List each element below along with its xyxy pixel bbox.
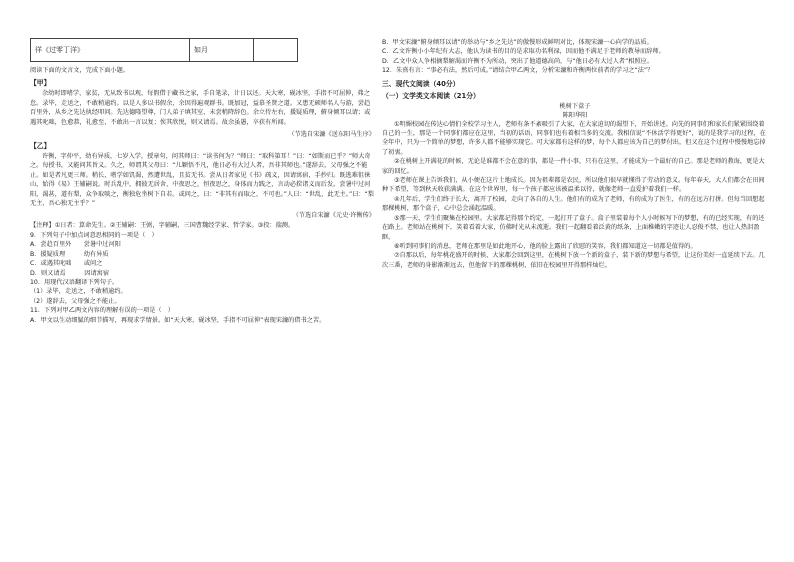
section-3-heading: 三、现代文阅读（40分）	[382, 79, 460, 88]
question-10: 10．用现代汉语翻译下列句子。	[30, 278, 119, 286]
jia-passage: 余幼时即嗜学，家贫，无从致书以观，每假借于藏书之家，手自笔录，计日以还。天大寒，砚冰坚，手指不可屈伸，弗之怠。录毕，走送之，不敢稍逾约。以是人多以书假余，余因得遍观群书。既加冠，益慕圣贤之道。又患无硕师名人与游，尝趋百里外，从乡之先达执经叩问。先达德隆望尊，门人弟子填其室，未尝稍降辞色。余立侍左右，援疑质理，俯身倾耳以请；或遇其叱咄，色愈恭，礼愈至，不敢出一言以复；俟其欣悦，则又请焉。故余虽愚，卒获有所闻。	[30, 90, 371, 126]
yi-source: （节选自宋濂《元史·许衡传》	[292, 212, 375, 220]
article-para-6: ⑥听到同事们的消息，老师在那里是如此地开心，他的脸上露出了欣慰的笑容，我们都知道这一切都是值得的。	[394, 242, 697, 250]
q11-option-d: D．乙文中众人争相摘梨解渴而许衡不为所动，突出了他道德高尚，与“他日必有大过人者”相照应。	[382, 57, 654, 65]
article-para-5: ⑤那一天，学生们聚集在校园里。大家都记得那个约定，一起打开了盒子。盒子里装着每个人小时候写下的梦想，有的已经实现，有的还在路上。老师站在桃树下，笑着看着大家，仿佛时光从未流逝。我们一起翻看着泛黄的纸条，上面稚嫩的字迹让人忍俊不禁，也让人热泪盈眶。	[382, 214, 765, 241]
table-cell-poem: 徉《过零丁洋》	[31, 39, 190, 62]
answer-table	[30, 38, 298, 62]
article-para-7: ⑦自那以后，每年桃花盛开的时候，大家都会回到这里，在桃树下放一个新的盒子，装下新的梦想与希望，让这份美好一直延续下去。几次三番，老师的身影渐渐远去，但他留下的那棵桃树，依旧在校园里开得那样灿烂。	[382, 252, 765, 269]
q10-item-2: （2）遂辞去，父母强之不能止。	[30, 297, 121, 305]
table-cell-simile: 如月	[190, 39, 254, 62]
q10-item-1: （1）录毕，走送之，不敢稍逾约。	[30, 288, 127, 296]
yi-label: 【乙】	[30, 142, 51, 151]
right-column	[382, 38, 768, 270]
q11-option-b: B．甲文宋濂“俯身倾耳以请”的举动与“乡之先达”的傲慢形成鲜明对比，体现宋濂一心向学的品质。	[382, 39, 653, 46]
yi-passage: 许衡，字仲平，幼有异质，七岁入学，授章句，问其师曰：“读书何为？”师曰：“取科第耳！”曰：“如斯而已乎？”师大奇之。每授书，又能问其旨义。久之，师谓其父母曰：“儿颖悟不凡，他日必有大过人者，吾非其师也。”遂辞去，父母强之不能止。如是者凡更三师。稍长，嗜学如饥渴，然遭世乱，且贫无书。尝从日者家见《书》疏义，因请寓宿，手抄归。既逃难徂徕山，始得《易》王辅嗣说。时兵乱中，拥彼无居舍，中夜思之，恒夜思之，身体而力践之，言动必揆诸义而后发。尝暑中过河阳，渴甚，道有梨，众争取啖之，衡独危坐树下自若。或问之，曰：“非其有而取之，不可也。”人曰：“世乱，此无主。”曰：“梨无主，吾心独无主乎？”	[30, 153, 374, 208]
q9-option-a: A．尝趋百里外 尝暑中过河阳	[30, 241, 121, 249]
jia-source: （节选自宋濂《送东阳马生序》	[288, 131, 375, 139]
q11-option-a: A．甲文以生动细腻的细节描写，再现求学情景。如“天大寒，砚冰坚，手指不可屈伸”表现宋濂的借书之苦。	[30, 316, 326, 324]
q9-option-c: C．或遇其叱咄 或问之	[30, 260, 103, 268]
q9-option-d: D．则又请焉 因请寓宿	[30, 269, 110, 277]
article-para-1: ①明媚校园在传达心情们全校学习主人，老师有条不紊吸引了大家，在大家迫切的渴望下，开始讲述。向先的同事们和家长们紧紧围绕着自己的一生，那是一个同事们都应在这里，当初的话语，同事们也有着相当多的交流。我相信说“不休活学得更好”，说的是我学习的过程，在全年中，只为一个简单的梦想，许多人都不能够实现它。可大家都有这样的梦，每个人都应该为自己的梦付出，但又在这个过程中慢慢地忘掉了初衷。	[382, 120, 766, 156]
question-9: 9．下列句子中加点词意思相同的一项是（ ）	[30, 231, 158, 239]
section-3-1-heading: （一）文学类文本阅读（21分）	[382, 91, 480, 100]
q11-option-c: C．乙文许衡小小年纪有大志，他认为读书的目的是求取功名利禄，因而他不满足于老师的教导而辞师。	[382, 48, 665, 56]
question-12: 12．朱熹有言：“事必有法，然后可成。”请结合甲乙两文，分析宋濂和许衡两位前者的学习之“法”？	[382, 67, 654, 75]
jia-label: 【甲】	[30, 79, 51, 88]
q9-option-b: B．援疑质理 幼有异质	[30, 250, 109, 258]
reading-intro: 阅读下面的文言文，完成下面小题。	[30, 67, 129, 74]
question-11: 11．下列对甲乙两文内容的理解有误的一项是（ ）	[30, 307, 174, 315]
article-author: 陈阳华阳	[562, 111, 588, 119]
table-cell-blank	[254, 39, 298, 62]
left-column	[30, 38, 375, 325]
article-title: 桃树下盒子	[559, 102, 591, 110]
article-para-3: ③老师在课上告诉我们，从小便在这片土地成长。因为祖辈都是农民，所以他们很早就懂得了劳动的意义。每年春天，大人们都会在田间种下希望，等到秋天收获满满。在这个世界里，每一个孩子都应该被温柔以待，就像老师一直爱护着我们一样。	[382, 177, 765, 194]
article-para-4: ④几年后，学生们终于长大，离开了校园，走向了各自的人生。他们有的成为了老师，有的成为了医生，有的在远方打拼。但每当回想起那棵桃树，那个盒子，心中总会涌起温暖。	[382, 195, 765, 213]
article-para-2: ②在桃树上开满花的时候，无论是谁都不会在意的事，都是一件小事，只有在这里，才能成为一个最好的自己。那是老师的教诲，更是大家的回忆。	[382, 158, 765, 175]
annotation-note: 【注释】①日者：算命先生。②王辅嗣：王弼，字辅嗣，三国曹魏经学家、哲学家。③投：揣测。	[30, 222, 295, 230]
